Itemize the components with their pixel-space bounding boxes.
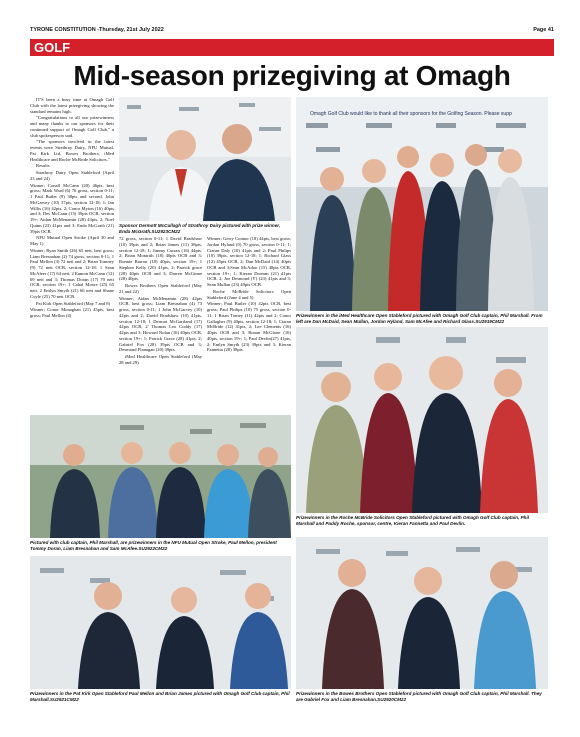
article-paragraph: Winner; Aidan McMenamin (28) 42pts OCB, best gross; Liam Bresnahan (4) 73 gross, section 0-11; 1 John McGarvey (10) 42pts and 2; David Bradshaw (10) 41pts, section 12-18; 1 Dermot McGarrland (17) 42pts OCB, 2' Thomas Leo Coddy (17) 42pts and 3; Howard Nolan (16) 40pts OCB, section 19+; 1; Patrick Grace (28) 41pts, 2; Gabriel Fox (28) 39pts OCB and 3; Desmond Flanagan (20) 39pts. bbox=[119, 295, 202, 353]
article-paragraph: Results bbox=[36, 163, 50, 169]
caption-photo-5: Prizewinners in the Pat Kirk Open Stableford Paul Mellon and Brian James pictured with Omagh Golf Club captain, Phil Marshall.SU2921CM22 bbox=[30, 691, 290, 702]
article-column-1 bbox=[30, 97, 114, 415]
article-paragraph: Winner; Gerry Connor (18) 44pts, best gross; Jordan Hyland (0) 70 gross, section 0-11; 1; Ciaran Daly (10) 41pts and 2; Paul Philips (10) 39pts, section 12-18; 1; Richard Glass (12) 45pts OCB, 2; Dan McDaid (14) 40pts OCB and 3;Sean McAdoo (15) 40pts OCB, section 19+; 1; Kieran Dromm (21) 41pts OCB, 2; Joe Desmond (V) (23) 41pts and 3; Sean Mullan (23) 40pts OCB. bbox=[207, 236, 291, 287]
photo-bowes-brothers-winners bbox=[296, 537, 548, 689]
page-header bbox=[30, 27, 554, 37]
article-column-3 bbox=[207, 236, 291, 415]
article-paragraph: Winner; Paul Butler (10) 42pts OCB, best gross; Paul Philips (10) 75 gross, section 0-11; 1 Brian Tomey (11) 42pts and 2; Conor Gallagher (9) 40pts, section 12-18; 1; Ciaran McBride (12) 41pts, 2; Lee Clements (16) 40pts OCB and 3; Ronan McGlone (16) 40pts, section 19+; 1; Paul Devlin(27) 41pts, 2; Emlyn Smyth (23) 39pts and 3; Kieran Fannetta (28) 38pts. bbox=[207, 301, 291, 353]
section-label: GOLF bbox=[34, 40, 71, 55]
article-paragraph: Bowes Brothers Open Stableford (May 21 and 22) bbox=[119, 283, 202, 294]
caption-photo-6: Prizewinners in the Bowes Brothers Open Stableford pictured with Omagh Golf Club captain, Phil Marshall. They are Gabriel Fox and Liam Bresnahan.SU2920CM22 bbox=[296, 691, 542, 702]
article-column-2 bbox=[119, 236, 202, 415]
photo-nfu-mutual-winners bbox=[30, 415, 291, 538]
article-paragraph: iMed Healthcare Open Stableford (May 28 and 29) bbox=[119, 354, 202, 365]
section-bar bbox=[30, 39, 554, 56]
article-paragraph: IT'S been a busy time at Omagh Golf Club with the latest prizegiving showing the standard remains high. bbox=[30, 97, 114, 114]
article-paragraph: Strathroy Dairy Open Stableford (April 23 and 24) bbox=[30, 170, 114, 181]
photo-pat-kirk-winners bbox=[30, 556, 291, 689]
photo-roche-mcbride-winners bbox=[296, 327, 548, 513]
caption-photo-2: Prizewinners in the iMed Healthcare Open Stableford pictured with Omagh Golf Club captain, Phil Marshall. From left are Dan McDaid, Sean Mullan, Jordan Hyland, Sam McAfee and Richard Glass.SU2919CM22 bbox=[296, 313, 543, 324]
article-paragraph: Winner; Conall McCann (20) 46pts, best gross; Mark Ward (6) 76 gross, section 0-11; 1 Paul Butler (9) 38pts and second, John McGarvey (10) 37pts, section 12-18; 1; Ian Willis (16) 42pts, 2; Conor Myton (16) 40pts and 3; Des McCann (15) 39pts OCB, section 19+; Aidan McMenamin (28) 43pts, 2; Noel Quinn (23) 41pts and 3; Enda McGrath (21) 39pts OCB. bbox=[30, 182, 114, 234]
headline: Mid-season prizegiving at Omagh bbox=[73, 60, 511, 91]
header-date: TYRONE CONSTITUTION -Thursday, 21st July 2022 bbox=[30, 27, 164, 33]
article-paragraph: Pat Kirk Open Stableford (May 7 and 8) bbox=[36, 300, 111, 306]
article-paragraph: Roche McBride Solicitors Open Stableford (June 4 and 5) bbox=[207, 288, 291, 300]
article-paragraph: 72 gross, section 0-11; 1 David Bradshaw (10) 39pts and 2; Brian James (11) 38pts, section 12-18; 1; Jimmy Curran (16) 44pts, 2; Brian Montrith (18) 40pts OCB and 3; Ronnie Barron (18) 40pts, section 19+; 1 Stephen Kelly (20) 41pts, 2; Patrick grace (28) 40pts OCB and 3; Darren McGinne (28) 40pts. bbox=[119, 236, 202, 282]
article-paragraph: Winner; Conor Monaghan (21) 45pts, best gross; Paul Mellon (4) bbox=[30, 307, 114, 318]
caption-photo-3: Prizewinners in the Roche McBride Solicitors Open Stableford pictured with Omagh Golf Club captain, Phil Marshall and Paddy Roche, sponsor, centre, Kieran Fannetta and Paul Devlin. bbox=[296, 515, 530, 526]
caption-photo-4: Pictured with club captain, Phil Marshall, are prizewinners in the NFU Mutual Open Stroke, Paul Mellon, president Tommy Doran, Liam Bresnahan and Sam McAfee.SU2922CM22 bbox=[30, 540, 277, 551]
article-paragraph: "The sponsors involved in the latest events were Strathroy Dairy, NFU Mutual, Pat Kirk Ltd, Bowes Brothers, iMed Healthcare and Roche McBride Solicitors." bbox=[30, 139, 114, 162]
sponsor-banner-text: Omagh Golf Club would like to thank all their sponsors for the Golfing Season. Please supp bbox=[310, 111, 512, 117]
article-paragraph: "Congratulations to all our prizewinners and many thanks to our sponsors for their continued support of Omagh Golf Club," a club spokesperson said. bbox=[30, 115, 114, 138]
photo-imed-winners bbox=[296, 97, 548, 311]
caption-photo-1: Sponsor Dermott McCullagh of Strathroy Dairy pictured with prize winner, Enda McGrath.SU2923CM22 bbox=[119, 223, 281, 234]
page-number: Page 41 bbox=[533, 27, 554, 33]
photo-sponsor-strathroy bbox=[119, 97, 291, 221]
article-paragraph: NFU Mutual Open Stroke (April 30 and May 1) bbox=[30, 235, 114, 246]
article-paragraph: Winner; Ryan Smith (26) 65 nett, best gross; Liam Bresnahan (2) 74 gross, section 0-11; 1 Paul Mellon (3) 72 nett and 2; Brian Tomney (9) 72 nett OCB, section 12-18; 1 Sean McAleer (17) 64 nett, 2 Eamon McCann (12) 69 nett and 3; Thomas Doran (17) 70 nett OCB, section 19+; 1 Cahal Moore (25) 65 nett, 2 Emlyn Smyth (21) 66 nett and Shane Coyle (25) 70 nett OCB. bbox=[30, 247, 114, 299]
